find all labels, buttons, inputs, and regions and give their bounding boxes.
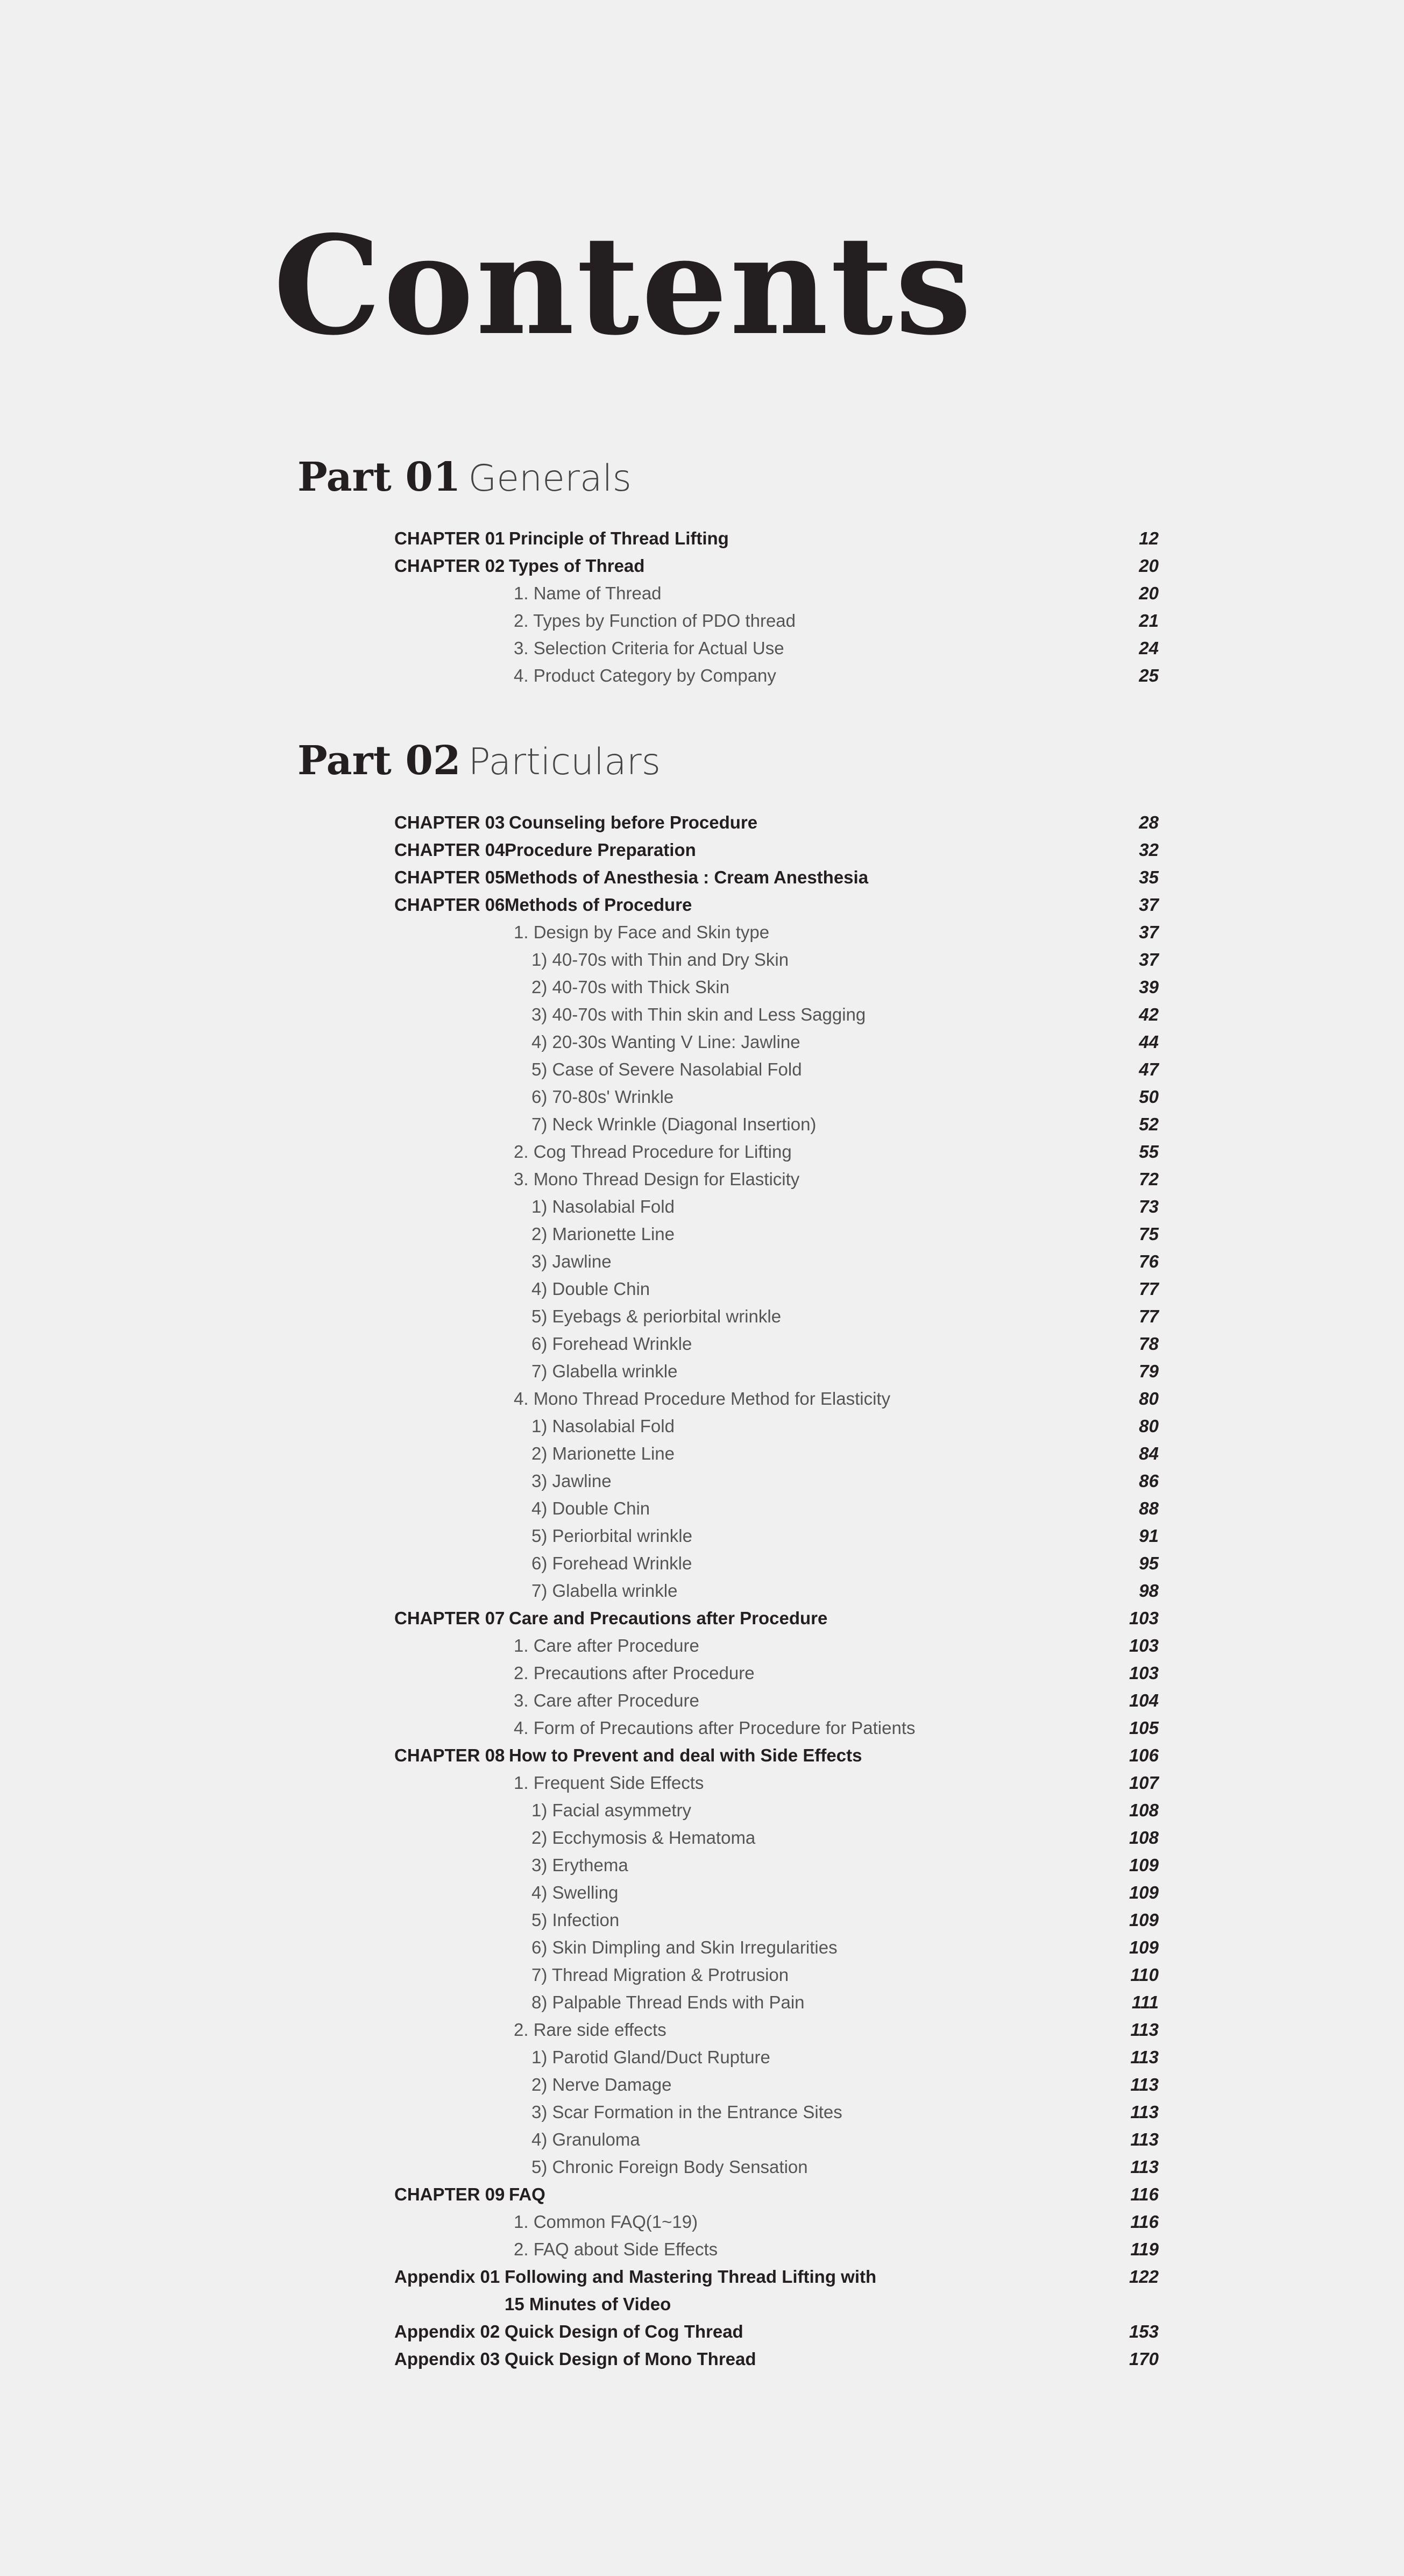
- page-number: 37: [1139, 922, 1159, 942]
- toc-section-entry: [0, 634, 1404, 662]
- page-number: 122: [1129, 2267, 1159, 2287]
- toc-section-entry: [0, 2098, 1404, 2126]
- entry-title: 4. Mono Thread Procedure Method for Elasticity: [514, 1389, 891, 1409]
- page-number: 103: [1129, 1608, 1159, 1628]
- entry-title: FAQ: [509, 2184, 545, 2204]
- entry-title: Methods of Anesthesia : Cream Anesthesia: [505, 867, 869, 887]
- chapter-label: CHAPTER 05: [394, 867, 505, 887]
- page-number: 108: [1129, 1828, 1159, 1848]
- entry-title: 6) 70-80s' Wrinkle: [531, 1087, 674, 1107]
- toc-chapter-entry: [0, 1604, 1404, 1632]
- page-number: 77: [1139, 1279, 1159, 1299]
- entry-title: Methods of Procedure: [505, 895, 692, 915]
- entry-title: Quick Design of Cog Thread: [505, 2322, 743, 2341]
- page-number: 37: [1139, 950, 1159, 969]
- chapter-label: Appendix 02: [394, 2322, 500, 2341]
- toc-section-entry: [0, 1934, 1404, 1961]
- page-number: 113: [1130, 2157, 1159, 2177]
- page-number: 72: [1139, 1169, 1159, 1189]
- page-number: 84: [1139, 1443, 1159, 1463]
- entry-title: 1. Name of Thread: [514, 583, 662, 603]
- page-number: 75: [1139, 1224, 1159, 1244]
- toc-chapter-entry: [0, 2263, 1404, 2290]
- toc-section-entry: [0, 2235, 1404, 2263]
- entry-title: 8) Palpable Thread Ends with Pain: [531, 1992, 805, 2012]
- toc-section-entry: [0, 973, 1404, 1001]
- entry-title: 7) Neck Wrinkle (Diagonal Insertion): [531, 1114, 817, 1134]
- page-number: 77: [1139, 1306, 1159, 1326]
- page-number: 73: [1139, 1197, 1159, 1216]
- page-number: 116: [1130, 2212, 1159, 2232]
- entry-title: 4) Swelling: [531, 1883, 619, 1902]
- entry-title: 3) Scar Formation in the Entrance Sites: [531, 2102, 842, 2122]
- entry-title: 3. Mono Thread Design for Elasticity: [514, 1169, 800, 1189]
- toc-section-entry: [0, 1632, 1404, 1659]
- entry-title: 2) Ecchymosis & Hematoma: [531, 1828, 756, 1848]
- entry-title: 4. Form of Precautions after Procedure for Patients: [514, 1718, 916, 1738]
- page-number: 103: [1129, 1636, 1159, 1655]
- toc-chapter-entry: [0, 836, 1404, 864]
- entry-title: Counseling before Procedure: [509, 812, 758, 832]
- toc-chapter-entry: [0, 864, 1404, 891]
- toc-section-entry: [0, 1275, 1404, 1303]
- page-number: 80: [1139, 1389, 1159, 1409]
- chapter-label: Appendix 01: [394, 2267, 500, 2287]
- entry-title: Following and Mastering Thread Lifting with: [505, 2267, 877, 2287]
- toc-chapter-entry: [0, 1742, 1404, 1769]
- page-number: 28: [1139, 812, 1159, 832]
- entry-title: 2. Cog Thread Procedure for Lifting: [514, 1142, 792, 1162]
- entry-title: 4. Product Category by Company: [514, 666, 776, 685]
- page-number: 109: [1129, 1883, 1159, 1902]
- chapter-label: CHAPTER 02: [394, 556, 505, 576]
- entry-title: 1) Parotid Gland/Duct Rupture: [531, 2047, 770, 2067]
- entry-title: 7) Glabella wrinkle: [531, 1581, 678, 1601]
- toc-section-entry: [0, 1687, 1404, 1714]
- entry-title: 4) Double Chin: [531, 1498, 650, 1518]
- entry-title: 3) Jawline: [531, 1251, 612, 1271]
- toc-section-entry: [0, 1412, 1404, 1440]
- toc-section-entry: [0, 2043, 1404, 2071]
- toc-section-entry: [0, 1824, 1404, 1851]
- toc-chapter-entry: [0, 525, 1404, 552]
- toc-section-entry: [0, 1165, 1404, 1193]
- part-number: Part 01: [297, 454, 461, 500]
- toc-section-entry: [0, 1385, 1404, 1412]
- toc-part-01: [0, 525, 1404, 689]
- page-number: 47: [1139, 1059, 1159, 1079]
- entry-title: 15 Minutes of Video: [505, 2294, 671, 2314]
- page-number: 170: [1129, 2349, 1159, 2369]
- toc-chapter-entry: [0, 2181, 1404, 2208]
- chapter-label: CHAPTER 06: [394, 895, 505, 915]
- page-number: 113: [1130, 2020, 1159, 2040]
- page-number: 52: [1139, 1114, 1159, 1134]
- toc-section-entry: [0, 2153, 1404, 2181]
- page-number: 76: [1139, 1251, 1159, 1271]
- entry-title: 6) Forehead Wrinkle: [531, 1334, 692, 1354]
- toc-section-entry: [0, 1961, 1404, 1988]
- entry-title: 2. Rare side effects: [514, 2020, 666, 2040]
- toc-section-entry: [0, 1906, 1404, 1934]
- page-number: 113: [1130, 2102, 1159, 2122]
- toc-section-entry: [0, 579, 1404, 607]
- entry-title: 6) Forehead Wrinkle: [531, 1553, 692, 1573]
- chapter-label: CHAPTER 08: [394, 1745, 505, 1765]
- toc-section-entry: [0, 1056, 1404, 1083]
- toc-section-entry: [0, 1769, 1404, 1796]
- entry-title: 1) Facial asymmetry: [531, 1800, 692, 1820]
- toc-section-entry: [0, 1495, 1404, 1522]
- entry-title: How to Prevent and deal with Side Effects: [509, 1745, 862, 1765]
- page-number: 119: [1130, 2239, 1159, 2259]
- page-number: 20: [1139, 556, 1159, 576]
- entry-title: 5) Chronic Foreign Body Sensation: [531, 2157, 808, 2177]
- chapter-label: CHAPTER 04: [394, 840, 505, 860]
- toc-section-entry: [0, 1220, 1404, 1248]
- toc-section-entry: [0, 2071, 1404, 2098]
- toc-section-entry: [0, 1138, 1404, 1165]
- toc-section-entry: [0, 1110, 1404, 1138]
- page-number: 25: [1139, 666, 1159, 685]
- page-number: 80: [1139, 1416, 1159, 1436]
- toc-chapter-entry: [0, 2345, 1404, 2373]
- entry-title: 6) Skin Dimpling and Skin Irregularities: [531, 1937, 838, 1957]
- toc-section-entry: [0, 2208, 1404, 2235]
- toc-section-entry: [0, 1193, 1404, 1220]
- page-number: 109: [1129, 1855, 1159, 1875]
- toc-section-entry: [0, 1522, 1404, 1549]
- entry-title: 1) Nasolabial Fold: [531, 1416, 675, 1436]
- entry-title: 3. Selection Criteria for Actual Use: [514, 638, 784, 658]
- entry-title: 1. Frequent Side Effects: [514, 1773, 704, 1793]
- part-heading-01: [297, 454, 632, 500]
- page-number: 107: [1129, 1773, 1159, 1793]
- page-number: 153: [1129, 2322, 1159, 2341]
- page-number: 78: [1139, 1334, 1159, 1354]
- page-number: 111: [1131, 1992, 1159, 2012]
- entry-title: 3. Care after Procedure: [514, 1690, 699, 1710]
- toc-section-entry: [0, 1001, 1404, 1028]
- toc-section-entry: [0, 1248, 1404, 1275]
- page-number: 32: [1139, 840, 1159, 860]
- chapter-label: Appendix 03: [394, 2349, 500, 2369]
- entry-title: 5) Case of Severe Nasolabial Fold: [531, 1059, 802, 1079]
- entry-title: 3) Erythema: [531, 1855, 628, 1875]
- page-number: 108: [1129, 1800, 1159, 1820]
- entry-title: Procedure Preparation: [505, 840, 696, 860]
- page-number: 37: [1139, 895, 1159, 915]
- entry-title: 4) Double Chin: [531, 1279, 650, 1299]
- page-number: 98: [1139, 1581, 1159, 1601]
- entry-title: 3) 40-70s with Thin skin and Less Sagging: [531, 1004, 866, 1024]
- entry-title: 1. Care after Procedure: [514, 1636, 699, 1655]
- entry-title: Quick Design of Mono Thread: [505, 2349, 756, 2369]
- entry-title: Care and Precautions after Procedure: [509, 1608, 828, 1628]
- toc-chapter-entry: [0, 891, 1404, 918]
- page-number: 44: [1139, 1032, 1159, 1052]
- toc-section-entry: [0, 1440, 1404, 1467]
- toc-section-entry: [0, 1467, 1404, 1495]
- toc-section-entry: [0, 1796, 1404, 1824]
- entry-title: 1. Common FAQ(1~19): [514, 2212, 698, 2232]
- page-number: 109: [1129, 1937, 1159, 1957]
- toc-section-entry: [0, 1988, 1404, 2016]
- entry-title: 1) 40-70s with Thin and Dry Skin: [531, 950, 789, 969]
- entry-title: 4) 20-30s Wanting V Line: Jawline: [531, 1032, 800, 1052]
- toc-section-entry: [0, 946, 1404, 973]
- toc-section-entry: [0, 1577, 1404, 1604]
- page-number: 103: [1129, 1663, 1159, 1683]
- toc-section-entry: [0, 2126, 1404, 2153]
- page-number: 106: [1129, 1745, 1159, 1765]
- page-number: 50: [1139, 1087, 1159, 1107]
- entry-title: 1) Nasolabial Fold: [531, 1197, 675, 1216]
- toc-section-entry: [0, 1659, 1404, 1687]
- chapter-label: CHAPTER 01: [394, 528, 505, 548]
- entry-title: 1. Design by Face and Skin type: [514, 922, 770, 942]
- entry-title: 2. Types by Function of PDO thread: [514, 611, 796, 631]
- page-number: 105: [1129, 1718, 1159, 1738]
- page-number: 113: [1130, 2047, 1159, 2067]
- entry-title: 4) Granuloma: [531, 2129, 640, 2149]
- toc-section-entry: [0, 1357, 1404, 1385]
- part-name: Particulars: [468, 741, 661, 783]
- page-number: 35: [1139, 867, 1159, 887]
- page-number: 91: [1139, 1526, 1159, 1546]
- page-number: 86: [1139, 1471, 1159, 1491]
- page-number: 24: [1139, 638, 1159, 658]
- page-number: 12: [1139, 528, 1159, 548]
- toc-section-entry: [0, 1083, 1404, 1110]
- toc-section-entry: [0, 607, 1404, 634]
- toc-section-entry: [0, 918, 1404, 946]
- part-name: Generals: [468, 457, 632, 500]
- entry-title: 5) Periorbital wrinkle: [531, 1526, 692, 1546]
- page-number: 113: [1130, 2075, 1159, 2094]
- entry-title: 2) Nerve Damage: [531, 2075, 672, 2094]
- entry-title: 5) Eyebags & periorbital wrinkle: [531, 1306, 782, 1326]
- page-number: 21: [1139, 611, 1159, 631]
- toc-chapter-entry: [0, 2318, 1404, 2345]
- toc-part-02: [0, 809, 1404, 2373]
- entry-title: 2. FAQ about Side Effects: [514, 2239, 718, 2259]
- toc-chapter-entry: [0, 2290, 1404, 2318]
- page-number: 116: [1130, 2184, 1159, 2204]
- chapter-label: CHAPTER 03: [394, 812, 505, 832]
- toc-chapter-entry: [0, 552, 1404, 579]
- toc-section-entry: [0, 1714, 1404, 1742]
- toc-section-entry: [0, 1330, 1404, 1357]
- page-number: 88: [1139, 1498, 1159, 1518]
- page-number: 110: [1130, 1965, 1159, 1985]
- entry-title: Types of Thread: [509, 556, 645, 576]
- toc-section-entry: [0, 1028, 1404, 1056]
- chapter-label: CHAPTER 09: [394, 2184, 505, 2204]
- part-heading-02: [297, 738, 661, 784]
- entry-title: 3) Jawline: [531, 1471, 612, 1491]
- toc-section-entry: [0, 1303, 1404, 1330]
- page-number: 104: [1129, 1690, 1159, 1710]
- page-number: 95: [1139, 1553, 1159, 1573]
- page-number: 55: [1139, 1142, 1159, 1162]
- entry-title: 2) 40-70s with Thick Skin: [531, 977, 730, 997]
- page-number: 39: [1139, 977, 1159, 997]
- toc-section-entry: [0, 1879, 1404, 1906]
- toc-section-entry: [0, 1549, 1404, 1577]
- toc-section-entry: [0, 2016, 1404, 2043]
- entry-title: 2. Precautions after Procedure: [514, 1663, 755, 1683]
- page-number: 109: [1129, 1910, 1159, 1930]
- page-number: 113: [1130, 2129, 1159, 2149]
- page-number: 42: [1139, 1004, 1159, 1024]
- chapter-label: CHAPTER 07: [394, 1608, 505, 1628]
- entry-title: 7) Glabella wrinkle: [531, 1361, 678, 1381]
- part-number: Part 02: [297, 738, 461, 784]
- entry-title: Principle of Thread Lifting: [509, 528, 729, 548]
- entry-title: 5) Infection: [531, 1910, 620, 1930]
- entry-title: 2) Marionette Line: [531, 1224, 675, 1244]
- entry-title: 7) Thread Migration & Protrusion: [531, 1965, 789, 1985]
- toc-section-entry: [0, 1851, 1404, 1879]
- entry-title: 2) Marionette Line: [531, 1443, 675, 1463]
- page-title: Contents: [273, 206, 974, 365]
- toc-section-entry: [0, 662, 1404, 689]
- page-number: 79: [1139, 1361, 1159, 1381]
- page-number: 20: [1139, 583, 1159, 603]
- toc-chapter-entry: [0, 809, 1404, 836]
